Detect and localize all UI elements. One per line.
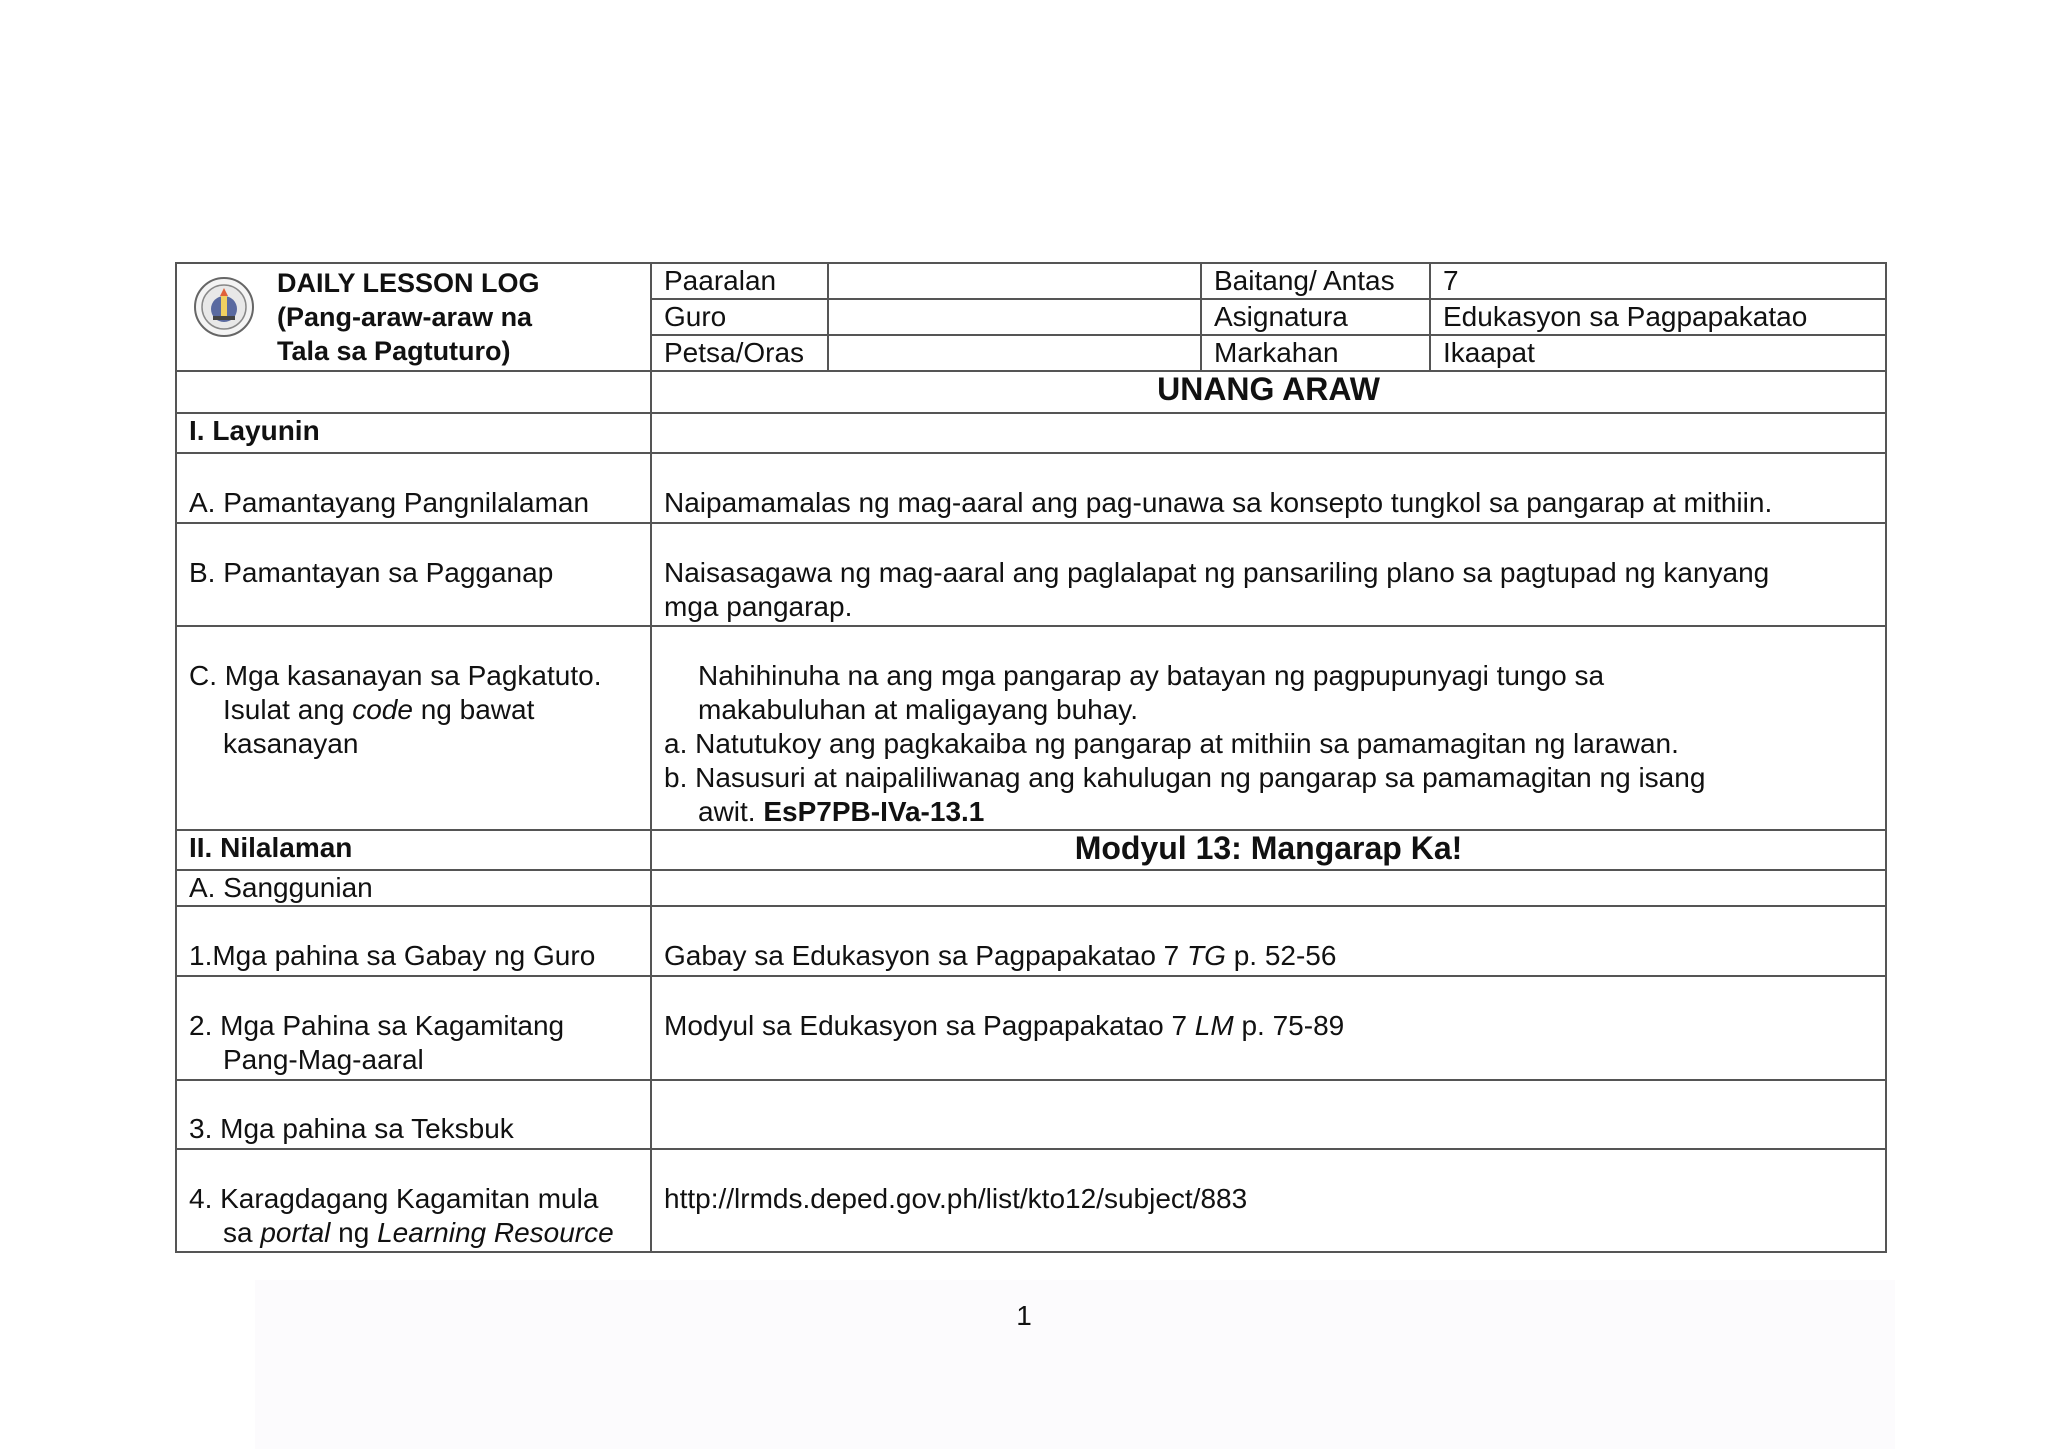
deped-seal-icon [193,276,255,338]
field-value-asignatura[interactable]: Edukasyon sa Pagpapakatao [1430,299,1886,335]
value-karagdagang-kagamitan[interactable]: http://lrmds.deped.gov.ph/list/kto12/subject/883 [651,1149,1886,1252]
value-kasanayan[interactable] [651,626,1886,830]
text-line: C. Mga kasanayan sa Pagkatuto. [189,660,602,691]
field-label-paaralan: Paaralan [651,263,828,299]
value-pamantayang-pangnilalaman[interactable]: Naipamamalas ng mag-aaral ang pag-unawa sa konsepto tungkol sa pangarap at mithiin. [651,453,1886,523]
text-line: mga pangarap. [664,591,853,622]
label-kagamitang-pang-mag-aaral [176,976,651,1080]
daily-lesson-log-table [175,262,1887,1253]
page-number: 1 [1016,1300,1032,1331]
text-line: Pang-Mag-aaral [223,1044,424,1075]
header-subtitle-line2: Tala sa Pagtuturo) [277,336,511,366]
field-value-guro[interactable] [828,299,1201,335]
text-line: kasanayan [223,728,359,759]
field-value-paaralan[interactable] [828,263,1201,299]
header-title-cell [176,263,651,371]
text-line: 4. Karagdagang Kagamitan mula [189,1183,599,1214]
label-teksbuk: 3. Mga pahina sa Teksbuk [176,1080,651,1149]
list-item: a. Natutukoy ang pagkakaiba ng pangarap at mithiin sa pamamagitan ng larawan. [664,728,1679,759]
value-gabay-guro[interactable]: Gabay sa Edukasyon sa Pagpapakatao 7 TG p. 52-56 [651,906,1886,976]
section-layunin: I. Layunin [176,413,651,453]
section-sanggunian: A. Sanggunian [176,870,651,906]
header-title: DAILY LESSON LOG [277,268,540,298]
list-item: awit. EsP7PB-IVa-13.1 [698,796,985,827]
text-line: sa portal ng Learning Resource [223,1217,614,1248]
field-label-asignatura: Asignatura [1201,299,1430,335]
label-pamantayang-pangnilalaman: A. Pamantayang Pangnilalaman [176,453,651,523]
label-gabay-guro: 1.Mga pahina sa Gabay ng Guro [176,906,651,976]
field-value-markahan[interactable]: Ikaapat [1430,335,1886,371]
value-kagamitang-pang-mag-aaral[interactable]: Modyul sa Edukasyon sa Pagpapakatao 7 LM p. 75-89 [651,976,1886,1080]
text-line: Isulat ang code ng bawat [223,694,535,725]
field-value-petsa[interactable] [828,335,1201,371]
text-line: Naisasagawa ng mag-aaral ang paglalapat ng pansariling plano sa pagtupad ng kanyang [664,557,1770,588]
value-pamantayan-pagganap[interactable] [651,523,1886,626]
text-line: 2. Mga Pahina sa Kagamitang [189,1010,565,1041]
label-pamantayan-pagganap: B. Pamantayan sa Pagganap [176,523,651,626]
list-item: b. Nasusuri at naipaliliwanag ang kahulugan ng pangarap sa pamamagitan ng isang [664,762,1706,793]
value-teksbuk[interactable] [651,1080,1886,1149]
competency-code: EsP7PB-IVa-13.1 [763,796,985,827]
field-value-baitang[interactable]: 7 [1430,263,1886,299]
field-label-petsa: Petsa/Oras [651,335,828,371]
empty-cell [176,371,651,413]
field-label-baitang: Baitang/ Antas [1201,263,1430,299]
header-subtitle-line1: (Pang-araw-araw na [277,302,533,332]
label-kasanayan [176,626,651,830]
empty-cell [651,413,1886,453]
day-title: UNANG ARAW [651,371,1886,413]
module-title: Modyul 13: Mangarap Ka! [651,830,1886,870]
section-nilalaman: II. Nilalaman [176,830,651,870]
text-line: makabuluhan at maligayang buhay. [698,694,1139,725]
field-label-guro: Guro [651,299,828,335]
field-label-markahan: Markahan [1201,335,1430,371]
label-karagdagang-kagamitan [176,1149,651,1252]
text-line: Nahihinuha na ang mga pangarap ay batayan ng pagpupunyagi tungo sa [698,660,1605,691]
empty-cell [651,870,1886,906]
